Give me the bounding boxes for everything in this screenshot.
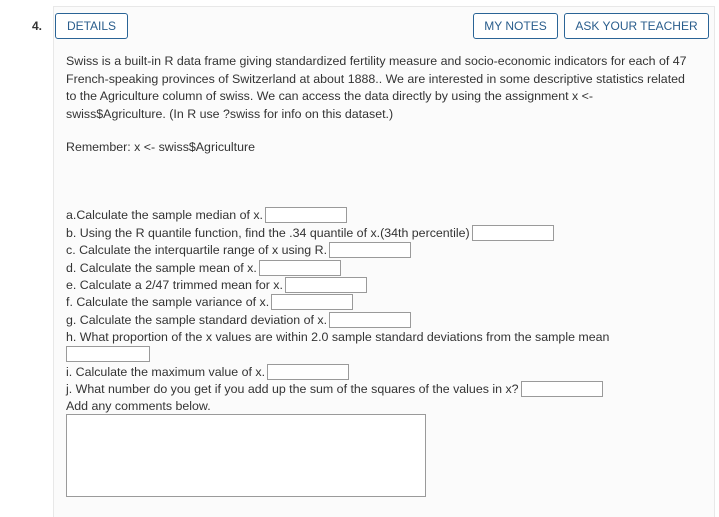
- question-number: 4.: [32, 19, 43, 33]
- question-intro: Swiss is a built-in R data frame giving standardized fertility measure and socio-economic indicators for each of 47 French-speaking provinces of Switzerland at about 1888.. We are interested in some descriptive statistics related to the Agriculture column of swiss. We can access the data directly by using the assignment x <- swiss$Agriculture. (In R use ?swiss for info on this dataset.): [66, 54, 687, 121]
- part-f-answer-input[interactable]: [271, 294, 353, 310]
- part-j-answer-input[interactable]: [521, 381, 603, 397]
- ask-your-teacher-button[interactable]: ASK YOUR TEACHER: [564, 13, 709, 39]
- part-a-row: [66, 207, 347, 224]
- part-d-answer-input[interactable]: [259, 260, 341, 276]
- part-f-label: f. Calculate the sample variance of x.: [66, 295, 270, 309]
- part-c-row: [66, 242, 411, 259]
- part-e-label: e. Calculate a 2/47 trimmed mean for x.: [66, 278, 283, 292]
- part-j-row: [66, 381, 603, 398]
- part-a-answer-input[interactable]: [265, 207, 347, 223]
- part-b-label: b. Using the R quantile function, find the .34 quantile of x.(34th percentile): [66, 226, 470, 240]
- comments-label: Add any comments below.: [66, 399, 211, 413]
- part-g-answer-input[interactable]: [329, 312, 411, 328]
- part-h-label: h. What proportion of the x values are within 2.0 sample standard deviations from the sample mean: [66, 330, 610, 344]
- part-i-answer-input[interactable]: [267, 364, 349, 380]
- part-c-label: c. Calculate the interquartile range of x using R.: [66, 243, 328, 257]
- question-body: [66, 53, 696, 123]
- remember-note: Remember: x <- swiss$Agriculture: [66, 140, 256, 154]
- part-h-row: [66, 329, 609, 345]
- part-h-answer-input[interactable]: [66, 346, 150, 362]
- part-i-label: i. Calculate the maximum value of x.: [66, 365, 266, 379]
- part-i-row: [66, 364, 349, 381]
- part-f-row: [66, 294, 353, 311]
- my-notes-button[interactable]: MY NOTES: [473, 13, 558, 39]
- comments-textarea[interactable]: [66, 414, 426, 497]
- part-d-label: d. Calculate the sample mean of x.: [66, 261, 257, 275]
- part-j-label: j. What number do you get if you add up the sum of the squares of the values in x?: [66, 382, 519, 396]
- part-e-row: [66, 277, 367, 294]
- part-d-row: [66, 260, 341, 277]
- part-b-answer-input[interactable]: [472, 225, 554, 241]
- part-c-answer-input[interactable]: [329, 242, 411, 258]
- part-b-row: [66, 225, 554, 242]
- part-g-label: g. Calculate the sample standard deviation of x.: [66, 313, 328, 327]
- part-e-answer-input[interactable]: [285, 277, 367, 293]
- details-button[interactable]: DETAILS: [55, 13, 128, 39]
- part-a-label: a.Calculate the sample median of x.: [66, 208, 263, 222]
- part-g-row: [66, 312, 411, 329]
